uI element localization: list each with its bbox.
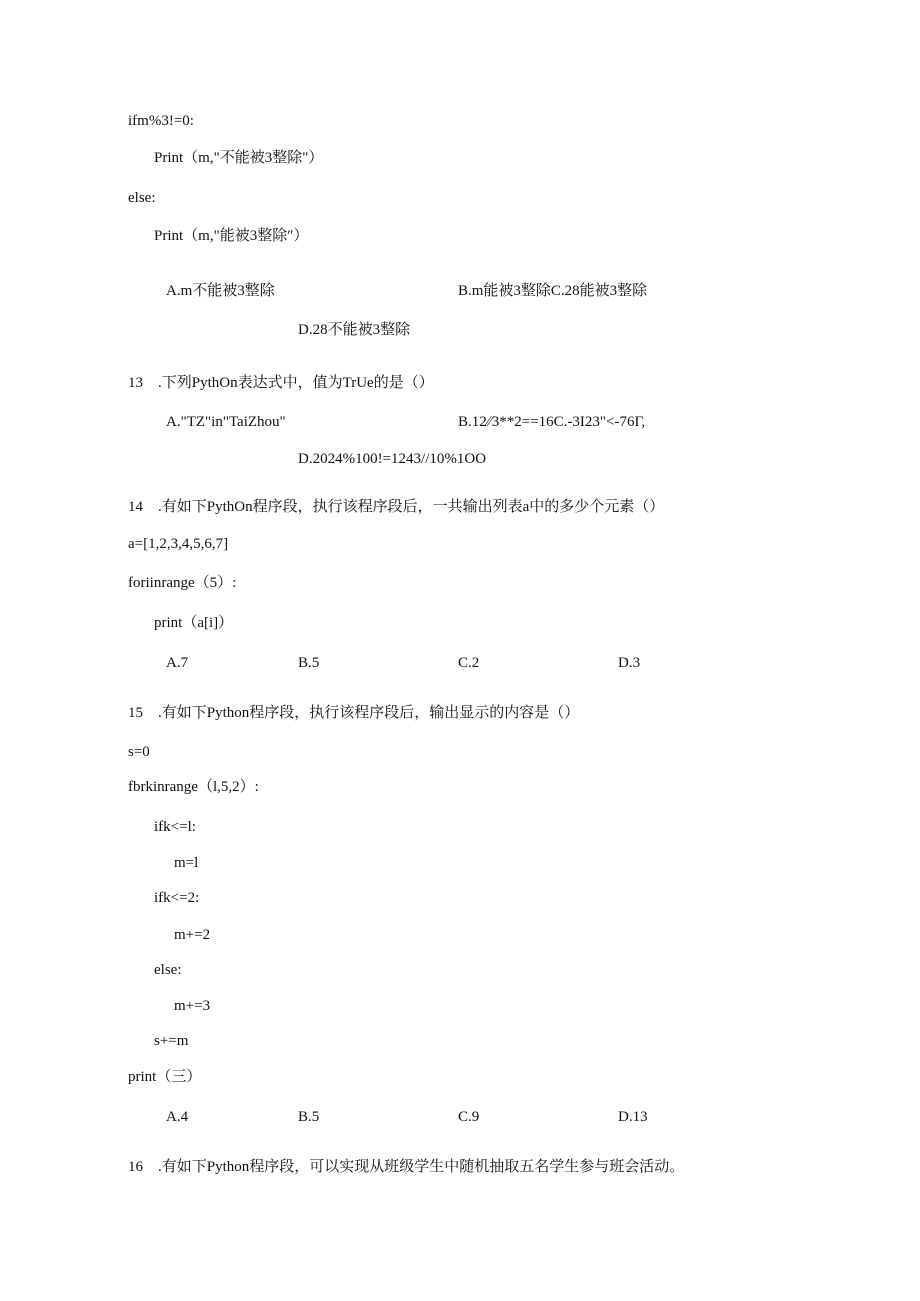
q15-option-c: C.9 — [458, 1109, 480, 1125]
q14-code-line-2: foriinrange（5）: — [128, 575, 237, 591]
q15-option-a: A.4 — [166, 1109, 189, 1125]
q13-option-a: A."TZ"in"TaiZhou" — [166, 414, 286, 430]
q15-code-line-3: ifk<=l: — [154, 819, 196, 835]
q15-code-line-6: m+=2 — [174, 927, 211, 943]
q13-option-bc: B.12∕∕3**2==16C.-3I23"<-76Γ, — [458, 414, 646, 430]
q15-number: 15 — [128, 705, 143, 721]
q14-number: 14 — [128, 499, 143, 515]
q16-number: 16 — [128, 1159, 143, 1175]
q15-option-b: B.5 — [298, 1109, 320, 1125]
code-line-else: else: — [128, 190, 156, 206]
q15-code-line-4: m=l — [174, 855, 199, 871]
q14-option-d: D.3 — [618, 655, 641, 671]
q14-stem: .有如下PythOn程序段，执行该程序段后，一共输出列表a中的多少个元素（） — [158, 499, 665, 515]
q14-code-line-1: a=[1,2,3,4,5,6,7] — [128, 536, 229, 552]
q14-option-b: B.5 — [298, 655, 320, 671]
q15-code-line-9: s+=m — [154, 1033, 189, 1049]
code-line-print-divisible: Print（m,"能被3整除″） — [154, 228, 309, 244]
q16-stem: .有如下Python程序段，可以实现从班级学生中随机抽取五名学生参与班会活动。 — [158, 1159, 685, 1175]
q13-stem: .下列PythOn表达式中，值为TrUe的是（） — [158, 375, 434, 391]
q15-code-line-8: m+=3 — [174, 998, 211, 1014]
q12-option-bc: B.m能被3整除C.28能被3整除 — [458, 283, 648, 299]
q15-stem: .有如下Python程序段，执行该程序段后，输出显示的内容是（） — [158, 705, 580, 721]
q14-option-a: A.7 — [166, 655, 189, 671]
q13-option-d: D.2024%100!=1243//10%1OO — [298, 451, 487, 467]
q13-number: 13 — [128, 375, 143, 391]
q12-option-a: A.m不能被3整除 — [166, 283, 275, 299]
q15-option-d: D.13 — [618, 1109, 648, 1125]
q15-code-line-2: fbrkinrange（l,5,2）: — [128, 779, 259, 795]
q15-code-line-1: s=0 — [128, 744, 150, 760]
code-line-if: ifm%3!=0: — [128, 113, 194, 129]
q14-option-c: C.2 — [458, 655, 480, 671]
q14-code-line-3: print（a[i]） — [154, 615, 234, 631]
code-line-print-not-divisible: Print（m,"不能被3整除"） — [154, 150, 324, 166]
q12-option-d: D.28不能被3整除 — [298, 322, 411, 338]
q15-code-line-7: else: — [154, 962, 182, 978]
q15-code-line-5: ifk<=2: — [154, 890, 200, 906]
q15-code-line-10: print（三） — [128, 1069, 202, 1085]
